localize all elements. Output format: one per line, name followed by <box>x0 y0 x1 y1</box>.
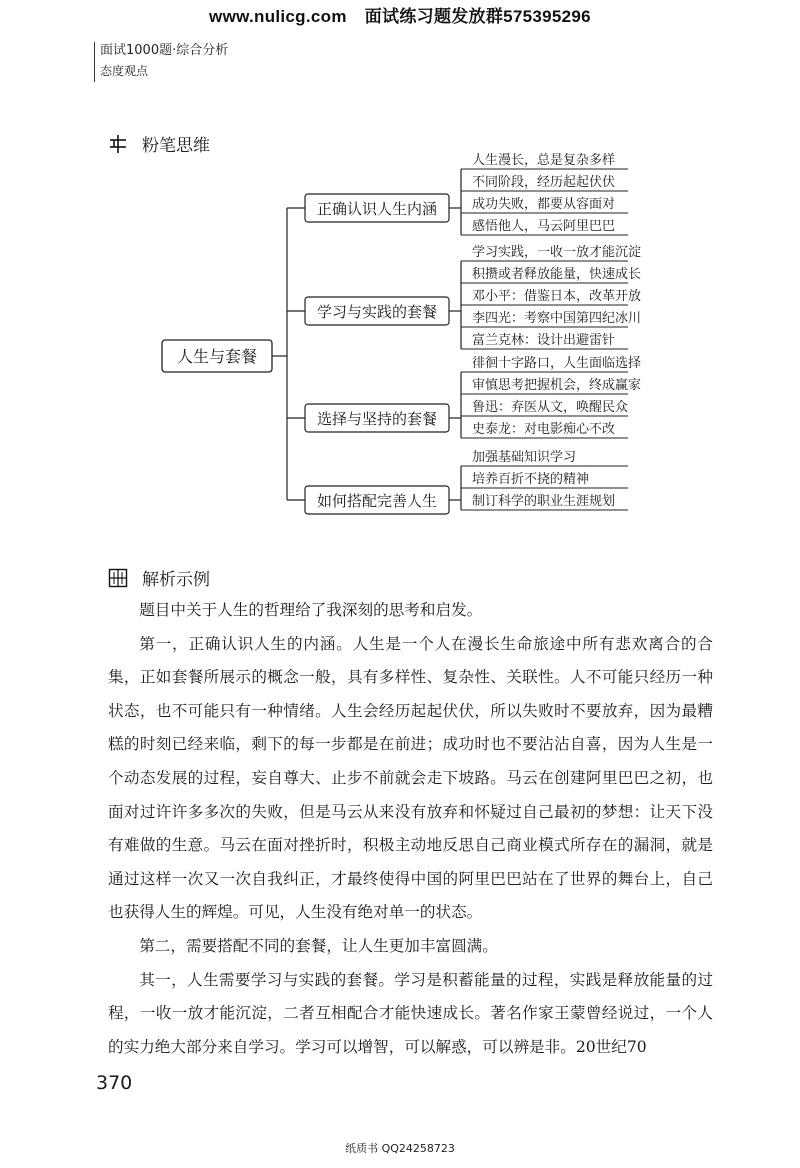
leaf-node-label: 感悟他人，马云阿里巴巴 <box>472 219 616 234</box>
leaf-node-label: 培养百折不挠的精神 <box>472 472 590 487</box>
leaf-node-label: 积攒或者释放能量，快速成长 <box>472 267 642 282</box>
paragraph-first: 第一，正确认识人生的内涵。人生是一个人在漫长生命旅途中所有悲欢离合的合集，正如套餐所展示的概念一般，具有多样性、复杂性、关联性。人不可能只经历一种状态，也不可能只有一种情绪。人生会经历起起伏伏，所以失败时不要放弃，因为最糟糕的时刻已经来临，剩下的每一步都是在前进；成功时也不要沾沾自喜，因为人生是一个动态发展的过程，妄自尊大、止步不前就会走下坡路。马云在创建阿里巴巴之初，也面对过许许多多次的失败，但是马云从来没有放弃和怀疑过自己最初的梦想：让天下没有难做的生意。马云在面对挫折时，积极主动地反思自己商业模式所存在的漏洞，就是通过这样一次又一次自我纠正，才最终使得中国的阿里巴巴站在了世界的舞台上，自己也获得人生的辉煌。可见，人生没有绝对单一的状态。 <box>108 634 713 922</box>
leaf-node-label: 成功失败，都要从容面对 <box>472 197 616 212</box>
branch-node-label: 正确认识人生内涵 <box>316 200 438 218</box>
leaf-node-label: 史泰龙：对电影痴心不改 <box>472 422 616 437</box>
paragraph-third: 其一，人生需要学习与实践的套餐。学习是积蓄能量的过程，实践是释放能量的过程，一收一放才能沉淀，二者互相配合才能快速成长。著名作家王蒙曾经说过，一个人的实力绝大部分来自学习。学习可以增智，可以解惑，可以辨是非。20世纪70 <box>108 970 713 1056</box>
leaf-node-label: 不同阶段，经历起起伏伏 <box>472 175 616 190</box>
branch-node-label: 学习与实践的套餐 <box>316 303 438 321</box>
paragraph-intro: 题目中关于人生的哲理给了我深刻的思考和启发。 <box>139 601 483 619</box>
analysis-heading-text: 解析示例 <box>142 570 210 590</box>
analysis-heading <box>108 565 210 590</box>
banner-group: 面试练习题发放群575395296 <box>364 7 591 26</box>
root-node-label: 人生与套餐 <box>176 347 258 366</box>
leaf-node-label: 李四光：考察中国第四纪冰川 <box>472 311 642 326</box>
leaf-node-label: 人生漫长，总是复杂多样 <box>472 153 616 168</box>
footer-note: 纸质书 QQ24258723 <box>345 1142 455 1155</box>
leaf-node-label: 徘徊十字路口，人生面临选择 <box>472 356 642 371</box>
leaf-node-label: 学习实践，一收一放才能沉淀 <box>472 245 642 260</box>
book-title: 面试1000题·综合分析 <box>100 43 229 58</box>
paragraph-second: 第二，需要搭配不同的套餐，让人生更加丰富圆满。 <box>139 936 498 955</box>
branch-node-label: 如何搭配完善人生 <box>316 492 438 510</box>
mindmap-diagram <box>0 0 800 560</box>
leaf-node-label: 制订科学的职业生涯规划 <box>472 494 616 509</box>
branch-node-label: 选择与坚持的套餐 <box>316 410 438 428</box>
page-number: 370 <box>96 1072 133 1094</box>
chapter-title: 态度观点 <box>100 64 149 78</box>
analysis-body <box>108 594 713 1064</box>
mindmap-heading-text: 粉笔思维 <box>142 136 210 156</box>
leaf-node-label: 鲁迅：弃医从文，唤醒民众 <box>472 400 629 415</box>
analysis-icon <box>108 568 128 588</box>
leaf-node-label: 邓小平：借鉴日本，改革开放 <box>472 289 642 304</box>
leaf-node-label: 加强基础知识学习 <box>472 450 577 465</box>
banner-site[interactable]: www.nulicg.com <box>209 7 347 26</box>
leaf-node-label: 审慎思考把握机会，终成赢家 <box>472 378 642 393</box>
leaf-node-label: 富兰克林：设计出避雷针 <box>472 333 616 348</box>
